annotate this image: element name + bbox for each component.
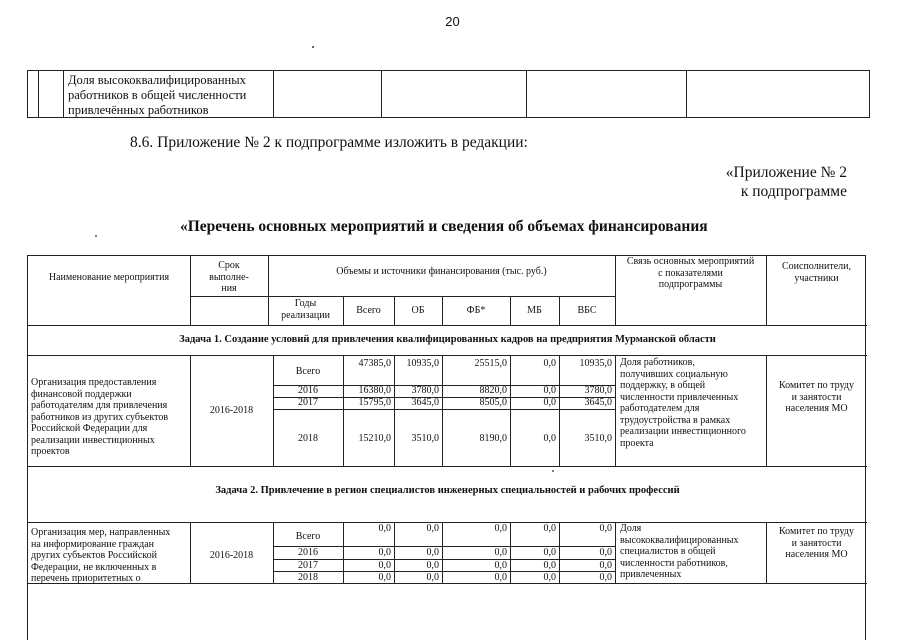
total-cell: 15795,0 — [358, 397, 391, 408]
header-years — [268, 298, 343, 321]
header-mb: МБ — [527, 305, 542, 316]
header-vbs: ВБС — [577, 305, 597, 316]
total-cell: 47385,0 — [358, 358, 391, 369]
text-line: с показателями — [658, 267, 723, 279]
header-ob: ОБ — [411, 305, 425, 316]
text-line: и занятости — [791, 537, 842, 549]
fb-cell: 0,0 — [494, 547, 507, 558]
document-title: «Перечень основных мероприятий и сведения об объемах финансирования — [180, 218, 708, 235]
text-line: получивших социальную — [620, 368, 728, 380]
year-cell: Всего — [295, 366, 321, 377]
appendix-label: к подпрограмме — [740, 183, 847, 200]
vbs-cell: 0,0 — [599, 572, 612, 583]
mb-cell: 0,0 — [543, 523, 556, 534]
text-line: работодателям для привлечения — [31, 400, 168, 411]
year-cell: 2018 — [298, 572, 318, 583]
executor-cell — [766, 526, 867, 561]
text-line: других субъектов Российской — [31, 550, 158, 561]
total-cell: 0,0 — [378, 547, 391, 558]
text-line: высококвалифицированных — [620, 534, 739, 546]
column-divider — [394, 355, 395, 466]
text-line: работников из других субъектов — [31, 411, 169, 423]
activity-name — [31, 377, 189, 458]
year-cell: 2016 — [298, 385, 318, 396]
ob-cell: 3510,0 — [411, 433, 439, 444]
year-cell: 2018 — [298, 433, 318, 444]
indicator-link — [620, 523, 766, 581]
text-line: Организация предоставления — [31, 377, 157, 388]
fb-cell: 25515,0 — [474, 358, 507, 369]
text-line: проектов — [31, 446, 70, 457]
column-divider — [615, 355, 616, 466]
text-line: Комитет по труду — [778, 526, 854, 537]
row-divider — [28, 325, 867, 326]
ob-cell: 10935,0 — [406, 358, 439, 369]
mb-cell: 0,0 — [543, 547, 556, 558]
text-line: численности привлеченных — [620, 391, 739, 403]
vbs-cell: 3645,0 — [584, 397, 612, 408]
mb-cell: 0,0 — [543, 358, 556, 369]
total-cell: 16380,0 — [358, 385, 391, 396]
text-line: привлеченных — [620, 569, 682, 580]
column-divider — [38, 71, 39, 117]
column-divider — [526, 71, 527, 117]
text-line: Организация мер, направленных — [31, 527, 171, 538]
column-divider — [343, 355, 344, 466]
vbs-cell: 10935,0 — [579, 358, 612, 369]
appendix-label: «Приложение № 2 — [725, 164, 847, 181]
mb-cell: 0,0 — [543, 433, 556, 444]
text-line: ния — [221, 283, 237, 294]
row-divider — [28, 466, 867, 467]
header-fb: ФБ* — [466, 305, 486, 316]
vbs-cell: 3510,0 — [584, 433, 612, 444]
text-line: поддержку, в общей — [620, 380, 706, 391]
total-cell: 0,0 — [378, 572, 391, 583]
text-line: Срок — [218, 260, 240, 271]
text-line: выполне- — [209, 271, 249, 283]
indicator-name-cell — [68, 73, 273, 118]
column-divider — [559, 355, 560, 466]
task-heading: Задача 1. Создание условий для привлечения квалифицированных кадров на предприятия Мурманской области — [179, 334, 716, 345]
text-line: Доля — [620, 523, 642, 534]
text-line: Годы — [294, 298, 317, 309]
ob-cell: 0,0 — [426, 547, 439, 558]
mb-cell: 0,0 — [543, 385, 556, 396]
row-divider — [190, 296, 615, 297]
column-divider — [63, 71, 64, 117]
fb-cell: 8190,0 — [479, 433, 507, 444]
mb-cell: 0,0 — [543, 572, 556, 583]
text-line: Российской Федерации для — [31, 423, 148, 434]
ob-cell: 0,0 — [426, 560, 439, 571]
row-divider — [28, 355, 867, 356]
column-divider — [442, 355, 443, 466]
activity-name — [31, 527, 189, 585]
header-total: Всего — [356, 305, 381, 316]
header-link — [615, 256, 766, 291]
total-cell: 0,0 — [378, 523, 391, 534]
ob-cell: 0,0 — [426, 523, 439, 534]
text-line: населения МО — [785, 549, 848, 560]
text-line: реализации инвестиционного — [620, 426, 746, 437]
text-line: Комитет по труду — [778, 380, 854, 391]
header-term — [190, 260, 268, 295]
year-cell: 2016 — [298, 547, 318, 558]
text-line: участники — [794, 272, 839, 284]
text-line: финансовой поддержки — [31, 388, 132, 400]
mb-cell: 0,0 — [543, 397, 556, 408]
text-line: численности работников, — [620, 557, 728, 569]
text-line: работодателем для — [620, 403, 700, 414]
text-line: реализации инвестиционных — [31, 434, 155, 446]
fb-cell: 8505,0 — [479, 397, 507, 408]
year-cell: 2017 — [298, 560, 318, 571]
header-name: Наименование мероприятия — [48, 272, 170, 283]
year-cell: 2017 — [298, 397, 318, 408]
text-line: на информирование граждан — [31, 538, 154, 550]
header-executors — [766, 261, 867, 284]
vbs-cell: 0,0 — [599, 560, 612, 571]
term-cell: 2016-2018 — [209, 405, 254, 416]
text-line: населения МО — [785, 403, 848, 414]
amendment-paragraph: 8.6. Приложение № 2 к подпрограмме изложить в редакции: — [130, 134, 528, 151]
page-number: 20 — [445, 14, 460, 29]
executor-cell — [766, 380, 867, 415]
task-heading: Задача 2. Привлечение в регион специалистов инженерных специальностей и рабочих профессий — [215, 485, 680, 496]
text-line: работников в общей численности — [68, 88, 247, 102]
text-line: Доля работников, — [620, 357, 695, 368]
text-line: Соисполнители, — [781, 261, 852, 272]
ob-cell: 3780,0 — [411, 385, 439, 396]
text-line: и занятости — [791, 391, 842, 403]
activities-table — [27, 255, 866, 640]
ob-cell: 3645,0 — [411, 397, 439, 408]
text-line: трудоустройства в рамках — [620, 414, 731, 426]
text-line: перечень приоритетных о — [31, 573, 141, 584]
fb-cell: 0,0 — [494, 572, 507, 583]
fb-cell: 8820,0 — [479, 385, 507, 396]
text-line: подпрограммы — [658, 279, 723, 290]
text-line: Связь основных мероприятий — [626, 256, 755, 267]
column-divider — [381, 71, 382, 117]
text-line: реализации — [281, 309, 330, 321]
indicator-link — [620, 357, 766, 449]
text-line: проекта — [620, 437, 654, 449]
vbs-cell: 3780,0 — [584, 385, 612, 396]
scan-speck — [95, 235, 97, 237]
column-divider — [273, 71, 274, 117]
mb-cell: 0,0 — [543, 560, 556, 571]
header-funding: Объемы и источники финансирования (тыс. руб.) — [336, 266, 547, 277]
vbs-cell: 0,0 — [599, 523, 612, 534]
column-divider — [686, 71, 687, 117]
vbs-cell: 0,0 — [599, 547, 612, 558]
fb-cell: 0,0 — [494, 560, 507, 571]
ob-cell: 0,0 — [426, 572, 439, 583]
column-divider — [510, 355, 511, 466]
scan-speck — [312, 46, 314, 48]
text-line: Федерации, не включенных в — [31, 561, 157, 573]
term-cell: 2016-2018 — [209, 550, 254, 561]
previous-table-fragment — [27, 70, 870, 118]
column-divider — [615, 522, 616, 583]
row-divider — [273, 409, 615, 410]
total-cell: 0,0 — [378, 560, 391, 571]
text-line: Доля высококвалифицированных — [68, 73, 246, 87]
fb-cell: 0,0 — [494, 523, 507, 534]
year-cell: Всего — [295, 531, 321, 542]
text-line: специалистов в общей — [620, 546, 716, 557]
text-line: привлечённых работников — [68, 103, 209, 117]
total-cell: 15210,0 — [358, 433, 391, 444]
